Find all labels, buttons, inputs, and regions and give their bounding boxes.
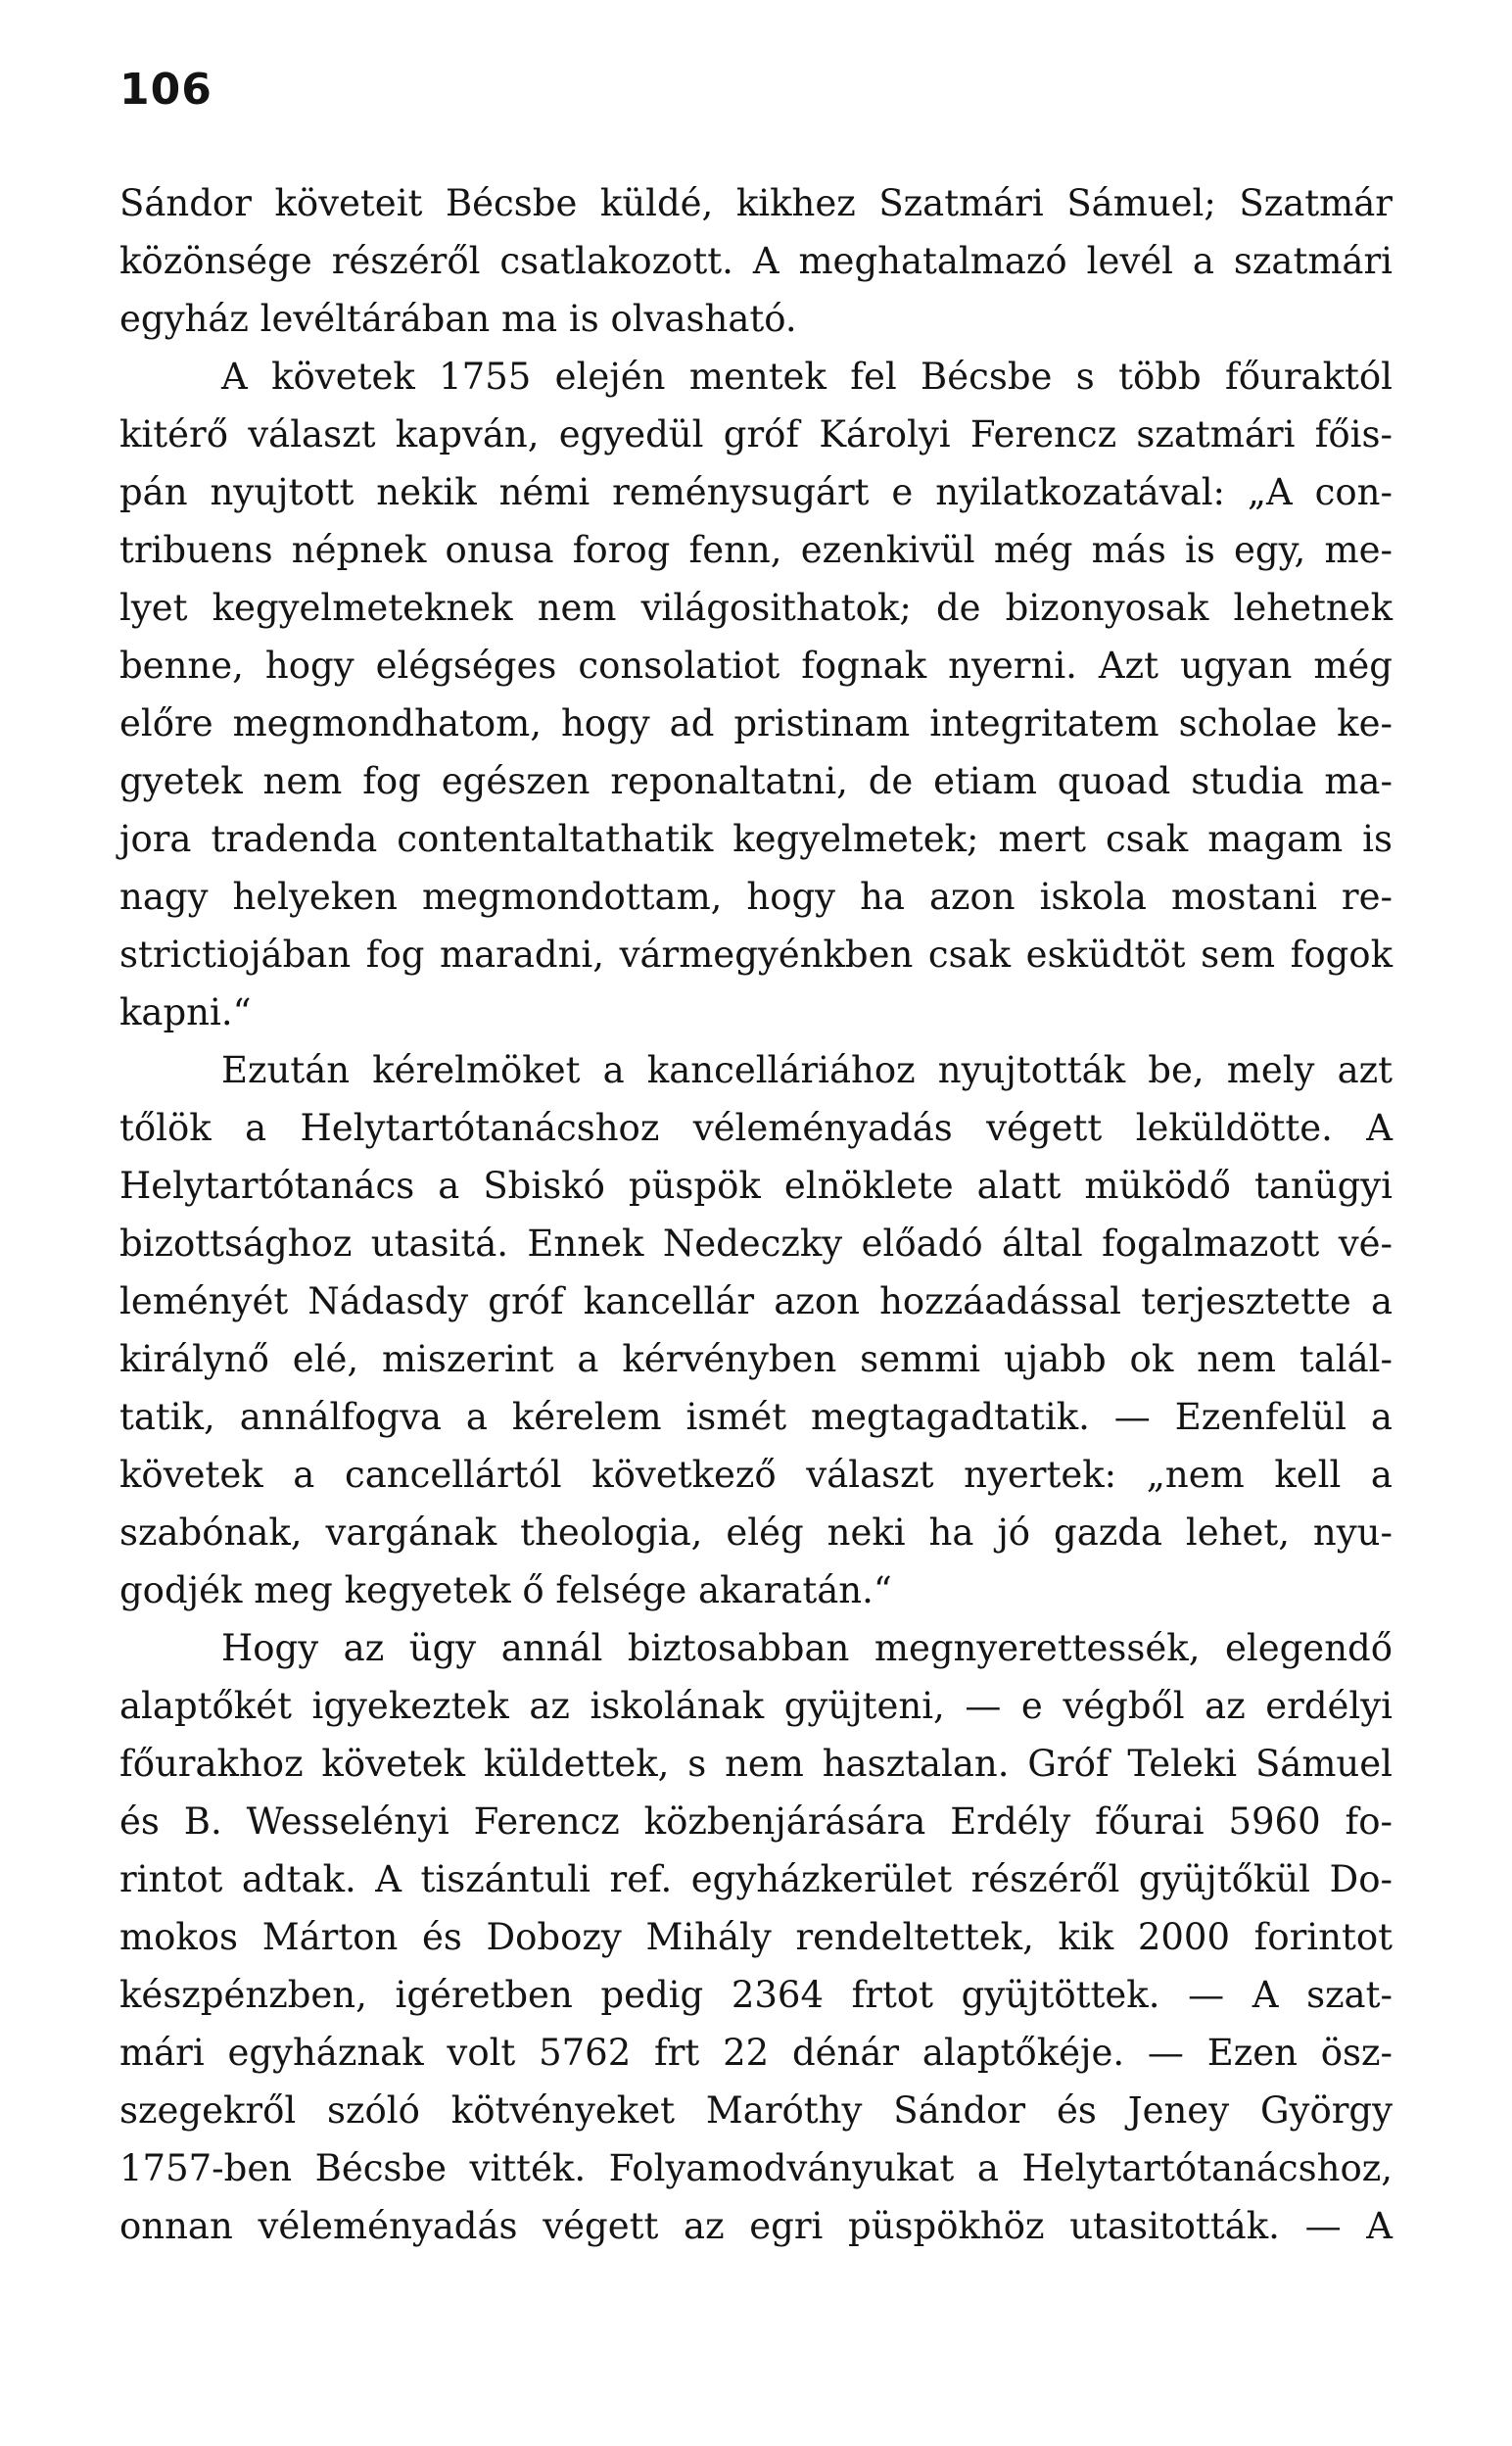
text-line: szegekről szóló kötvényeket Maróthy Sándor és Jeney György	[119, 2089, 1393, 2132]
text-line: kapni.“	[119, 991, 252, 1033]
text-line: tatik, annálfogva a kérelem ismét megtagadtatik. — Ezenfelül a	[119, 1396, 1393, 1438]
text-line: előre megmondhatom, hogy ad pristinam integritatem scholae ke-	[119, 702, 1393, 744]
text-line: mokos Márton és Dobozy Mihály rendeltettek, kik 2000 forintot	[119, 1916, 1393, 1958]
text-line: tribuens népnek onusa forog fenn, ezenkivül még más is egy, me-	[119, 529, 1393, 571]
text-line: és B. Wesselényi Ferencz közbenjárására Erdély főurai 5960 fo-	[119, 1800, 1393, 1843]
text-line: Sándor követeit Bécsbe küldé, kikhez Szatmári Sámuel; Szatmár	[119, 182, 1393, 224]
text-line: egyház levéltárában ma is olvasható.	[119, 298, 797, 340]
text-line: strictiojában fog maradni, vármegyénkben csak esküdtöt sem fogok	[119, 934, 1393, 976]
text-line: alaptőkét igyekeztek az iskolának gyüjteni, — e végből az erdélyi	[119, 1685, 1393, 1727]
text-line: közönsége részéről csatlakozott. A meghatalmazó levél a szatmári	[119, 240, 1393, 282]
text-line: onnan véleményadás végett az egri püspökhöz utasitották. — A	[119, 2205, 1393, 2247]
text-line: Helytartótanács a Sbiskó püspök elnöklete alatt müködő tanügyi	[119, 1165, 1393, 1207]
text-line: A követek 1755 elején mentek fel Bécsbe s több főuraktól	[221, 356, 1393, 398]
body-text	[119, 174, 1393, 2255]
text-line: főurakhoz követek küldettek, s nem hasztalan. Gróf Teleki Sámuel	[119, 1743, 1393, 1785]
text-line: leményét Nádasdy gróf kancellár azon hozzáadással terjesztette a	[119, 1280, 1393, 1322]
text-line: jora tradenda contentaltathatik kegyelmetek; mert csak magam is	[119, 818, 1393, 860]
text-line: készpénzben, igéretben pedig 2364 frtot gyüjtöttek. — A szat-	[119, 1974, 1393, 2016]
text-line: gyetek nem fog egészen reponaltatni, de etiam quoad studia ma-	[119, 760, 1393, 802]
text-line: rintot adtak. A tiszántuli ref. egyházkerület részéről gyüjtőkül Do-	[119, 1858, 1393, 1900]
text-line: királynő elé, miszerint a kérvényben semmi ujabb ok nem talál-	[119, 1338, 1393, 1380]
text-line: lyet kegyelmeteknek nem világosithatok; de bizonyosak lehetnek	[119, 587, 1393, 629]
text-line: nagy helyeken megmondottam, hogy ha azon iskola mostani re-	[119, 876, 1393, 918]
text-line: pán nyujtott nekik némi reménysugárt e nyilatkozatával: „A con-	[119, 471, 1393, 513]
text-line: tőlök a Helytartótanácshoz véleményadás végett leküldötte. A	[119, 1107, 1393, 1149]
page-number: 106	[119, 65, 213, 115]
text-line: szabónak, vargának theologia, elég neki ha jó gazda lehet, nyu-	[119, 1511, 1393, 1554]
text-line: kitérő választ kapván, egyedül gróf Károlyi Ferencz szatmári főis-	[119, 413, 1393, 456]
text-line: 1757-ben Bécsbe vitték. Folyamodványukat a Helytartótanácshoz,	[119, 2147, 1393, 2189]
text-line: követek a cancellártól következő választ nyertek: „nem kell a	[119, 1454, 1393, 1496]
text-line: Hogy az ügy annál biztosabban megnyerettessék, elegendő	[221, 1627, 1393, 1669]
text-line: benne, hogy elégséges consolatiot fognak nyerni. Azt ugyan még	[119, 645, 1393, 687]
text-line: godjék meg kegyetek ő felsége akaratán.“	[119, 1569, 892, 1611]
text-line: bizottsághoz utasitá. Ennek Nedeczky előadó által fogalmazott vé-	[119, 1223, 1393, 1265]
text-line: mári egyháznak volt 5762 frt 22 dénár alaptőkéje. — Ezen ösz-	[119, 2032, 1393, 2074]
text-line: Ezután kérelmöket a kancelláriához nyujtották be, mely azt	[221, 1049, 1393, 1091]
